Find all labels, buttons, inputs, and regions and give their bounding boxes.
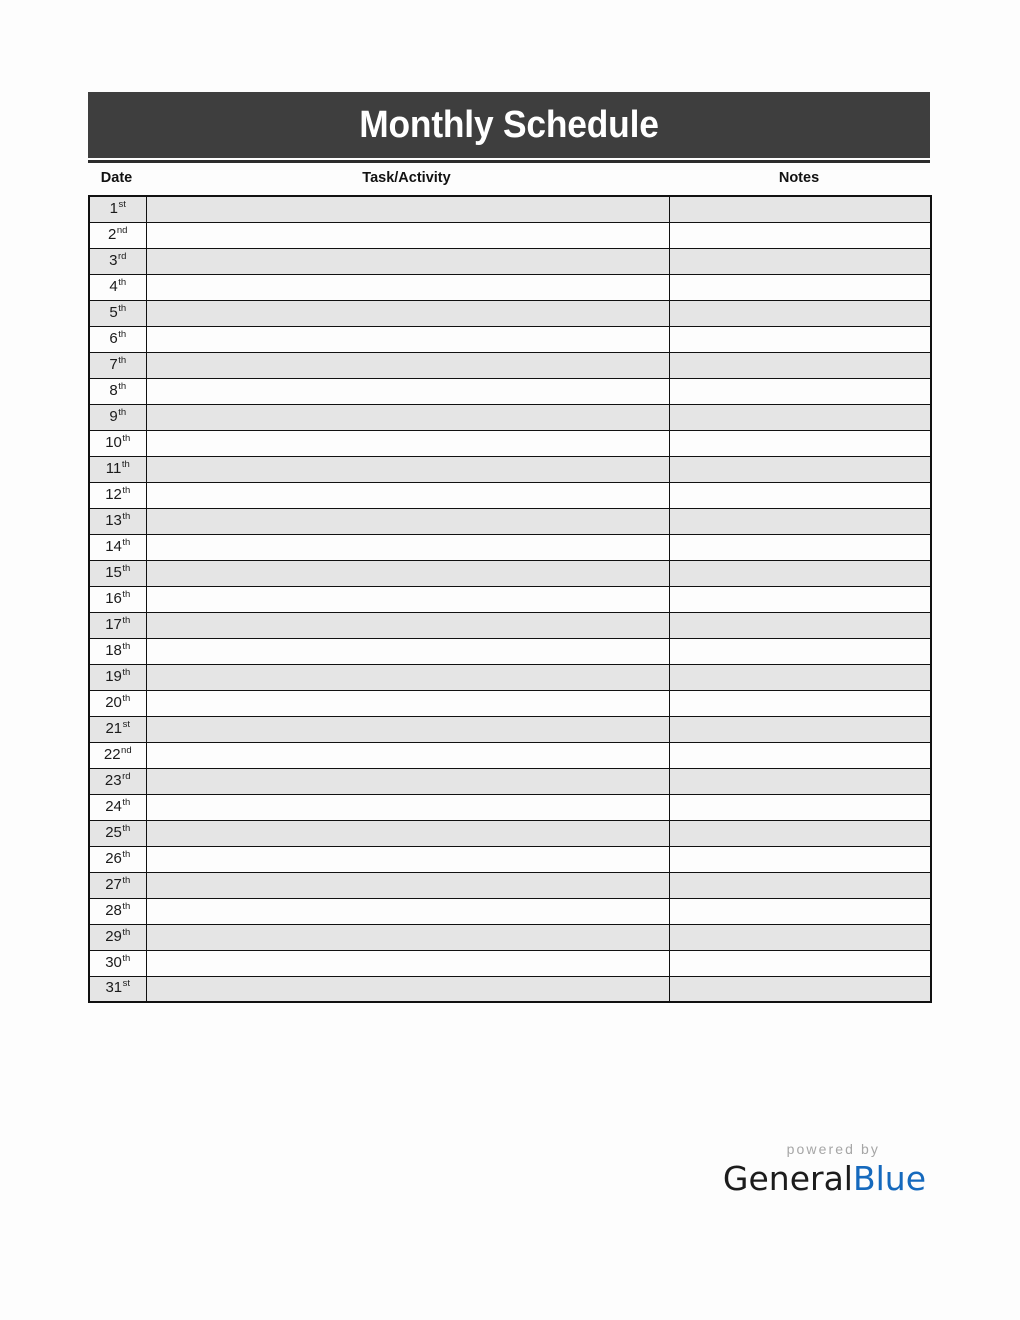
date-number: 4: [109, 277, 118, 295]
date-number: 13: [105, 511, 122, 529]
task-activity-cell[interactable]: [146, 846, 669, 872]
task-activity-cell[interactable]: [146, 248, 669, 274]
notes-cell[interactable]: [669, 196, 931, 222]
brand-footer: [630, 1140, 930, 1198]
date-cell: [89, 482, 146, 508]
table-row: [89, 560, 931, 586]
task-activity-cell[interactable]: [146, 404, 669, 430]
notes-cell[interactable]: [669, 482, 931, 508]
task-activity-cell[interactable]: [146, 690, 669, 716]
title-underline-rule: [88, 160, 930, 163]
task-activity-cell[interactable]: [146, 638, 669, 664]
table-row: [89, 300, 931, 326]
notes-cell[interactable]: [669, 300, 931, 326]
powered-by-label: powered by: [786, 1141, 880, 1157]
date-cell: [89, 586, 146, 612]
task-activity-cell[interactable]: [146, 742, 669, 768]
schedule-table-body: [89, 196, 931, 1002]
date-ordinal-suffix: st: [122, 978, 131, 990]
notes-cell[interactable]: [669, 378, 931, 404]
table-row: [89, 716, 931, 742]
date-number: 23: [104, 771, 122, 789]
date-number: 20: [105, 693, 122, 711]
date-ordinal-suffix: th: [122, 952, 131, 964]
table-row: [89, 742, 931, 768]
date-cell: [89, 404, 146, 430]
task-activity-cell[interactable]: [146, 664, 669, 690]
table-row: [89, 222, 931, 248]
date-ordinal-suffix: th: [118, 276, 127, 288]
date-ordinal-suffix: th: [122, 562, 131, 574]
notes-cell[interactable]: [669, 560, 931, 586]
task-activity-cell[interactable]: [146, 898, 669, 924]
table-row: [89, 924, 931, 950]
date-number: 16: [105, 589, 122, 607]
date-number: 24: [105, 797, 122, 815]
table-row: [89, 794, 931, 820]
notes-cell[interactable]: [669, 976, 931, 1002]
task-activity-cell[interactable]: [146, 508, 669, 534]
date-cell: [89, 950, 146, 976]
date-number: 18: [105, 641, 122, 659]
date-ordinal-suffix: th: [122, 900, 131, 912]
date-ordinal-suffix: th: [122, 822, 131, 834]
task-activity-cell[interactable]: [146, 560, 669, 586]
table-row: [89, 898, 931, 924]
table-row: [89, 690, 931, 716]
date-cell: [89, 742, 146, 768]
date-number: 9: [109, 407, 118, 425]
table-row: [89, 326, 931, 352]
task-activity-cell[interactable]: [146, 820, 669, 846]
task-activity-cell[interactable]: [146, 300, 669, 326]
date-ordinal-suffix: nd: [121, 744, 132, 756]
notes-cell[interactable]: [669, 794, 931, 820]
date-ordinal-suffix: st: [118, 198, 126, 210]
task-activity-cell[interactable]: [146, 430, 669, 456]
date-number: 22: [103, 745, 121, 763]
table-row: [89, 976, 931, 1002]
table-row: [89, 846, 931, 872]
notes-cell[interactable]: [669, 222, 931, 248]
date-number: 1: [109, 199, 118, 217]
date-number: 26: [105, 849, 122, 867]
notes-cell[interactable]: [669, 950, 931, 976]
notes-cell[interactable]: [669, 404, 931, 430]
notes-cell[interactable]: [669, 274, 931, 300]
task-activity-cell[interactable]: [146, 326, 669, 352]
date-ordinal-suffix: th: [122, 874, 131, 886]
date-cell: [89, 638, 146, 664]
date-cell: [89, 430, 146, 456]
date-cell: [89, 820, 146, 846]
date-number: 12: [105, 485, 122, 503]
date-cell: [89, 768, 146, 794]
date-number: 31: [105, 979, 123, 997]
date-ordinal-suffix: st: [122, 718, 131, 730]
date-number: 29: [105, 927, 122, 945]
task-activity-cell[interactable]: [146, 274, 669, 300]
notes-cell[interactable]: [669, 846, 931, 872]
date-cell: [89, 716, 146, 742]
task-activity-cell[interactable]: [146, 534, 669, 560]
notes-cell[interactable]: [669, 872, 931, 898]
date-ordinal-suffix: th: [122, 536, 131, 548]
brand-name-blue: Blue: [852, 1159, 926, 1198]
date-ordinal-suffix: th: [122, 640, 131, 652]
column-header-row: [88, 168, 930, 195]
table-row: [89, 820, 931, 846]
date-ordinal-suffix: th: [122, 848, 131, 860]
table-row: [89, 456, 931, 482]
table-row: [89, 378, 931, 404]
date-number: 6: [109, 329, 118, 347]
table-row: [89, 352, 931, 378]
date-ordinal-suffix: th: [118, 380, 127, 392]
table-row: [89, 404, 931, 430]
document-title-bar: [88, 92, 930, 158]
task-activity-cell[interactable]: [146, 586, 669, 612]
table-row: [89, 664, 931, 690]
table-row: [89, 482, 931, 508]
date-ordinal-suffix: th: [118, 406, 127, 418]
date-cell: [89, 976, 146, 1002]
table-row: [89, 872, 931, 898]
task-activity-cell[interactable]: [146, 716, 669, 742]
date-number: 8: [109, 381, 118, 399]
task-activity-cell[interactable]: [146, 950, 669, 976]
date-cell: [89, 326, 146, 352]
date-ordinal-suffix: th: [118, 328, 127, 340]
notes-cell[interactable]: [669, 690, 931, 716]
notes-cell[interactable]: [669, 638, 931, 664]
notes-cell[interactable]: [669, 430, 931, 456]
date-number: 15: [105, 563, 122, 581]
date-cell: [89, 872, 146, 898]
date-ordinal-suffix: th: [122, 484, 131, 496]
date-cell: [89, 248, 146, 274]
date-number: 14: [105, 537, 122, 555]
notes-cell[interactable]: [669, 456, 931, 482]
date-ordinal-suffix: rd: [122, 770, 131, 782]
table-row: [89, 248, 931, 274]
date-number: 25: [105, 823, 122, 841]
notes-cell[interactable]: [669, 586, 931, 612]
date-ordinal-suffix: rd: [117, 250, 127, 262]
date-number: 19: [105, 667, 122, 685]
date-cell: [89, 560, 146, 586]
task-activity-cell[interactable]: [146, 352, 669, 378]
date-cell: [89, 196, 146, 222]
generalblue-logo: [630, 1160, 926, 1198]
table-row: [89, 612, 931, 638]
notes-cell[interactable]: [669, 742, 931, 768]
task-activity-cell[interactable]: [146, 768, 669, 794]
notes-cell[interactable]: [669, 716, 931, 742]
brand-name-general: General: [722, 1159, 853, 1198]
date-number: 5: [109, 303, 118, 321]
table-row: [89, 638, 931, 664]
date-cell: [89, 534, 146, 560]
table-row: [89, 196, 931, 222]
notes-cell[interactable]: [669, 664, 931, 690]
notes-cell[interactable]: [669, 508, 931, 534]
table-row: [89, 768, 931, 794]
date-ordinal-suffix: th: [118, 302, 127, 314]
date-cell: [89, 352, 146, 378]
task-activity-cell[interactable]: [146, 794, 669, 820]
table-row: [89, 534, 931, 560]
column-header-task: Task/Activity: [362, 170, 451, 186]
notes-cell[interactable]: [669, 326, 931, 352]
notes-cell[interactable]: [669, 898, 931, 924]
date-ordinal-suffix: th: [118, 354, 127, 366]
task-activity-cell[interactable]: [146, 482, 669, 508]
date-number: 21: [105, 719, 123, 737]
page-title: Monthly Schedule: [359, 104, 659, 146]
monthly-schedule-table: [88, 195, 932, 1003]
date-ordinal-suffix: th: [122, 588, 131, 600]
notes-cell[interactable]: [669, 534, 931, 560]
notes-cell[interactable]: [669, 924, 931, 950]
date-ordinal-suffix: th: [122, 510, 131, 522]
task-activity-cell[interactable]: [146, 924, 669, 950]
date-number: 11: [105, 459, 122, 477]
date-number: 2: [108, 225, 117, 243]
date-cell: [89, 508, 146, 534]
date-cell: [89, 846, 146, 872]
notes-cell[interactable]: [669, 612, 931, 638]
column-header-notes: Notes: [778, 170, 820, 186]
column-header-date: Date: [100, 170, 133, 186]
date-number: 3: [109, 251, 118, 269]
date-ordinal-suffix: th: [122, 666, 131, 678]
date-ordinal-suffix: th: [122, 692, 131, 704]
date-number: 10: [105, 433, 122, 451]
date-number: 7: [109, 355, 118, 373]
date-ordinal-suffix: nd: [116, 224, 128, 236]
task-activity-cell[interactable]: [146, 456, 669, 482]
table-row: [89, 950, 931, 976]
date-ordinal-suffix: th: [122, 796, 131, 808]
date-ordinal-suffix: th: [122, 926, 131, 938]
notes-cell[interactable]: [669, 768, 931, 794]
date-number: 30: [105, 953, 122, 971]
task-activity-cell[interactable]: [146, 976, 669, 1002]
date-number: 27: [105, 875, 122, 893]
date-cell: [89, 378, 146, 404]
date-cell: [89, 222, 146, 248]
notes-cell[interactable]: [669, 352, 931, 378]
date-cell: [89, 300, 146, 326]
date-number: 17: [105, 615, 122, 633]
task-activity-cell[interactable]: [146, 222, 669, 248]
date-cell: [89, 924, 146, 950]
table-row: [89, 430, 931, 456]
date-cell: [89, 456, 146, 482]
date-ordinal-suffix: th: [122, 614, 131, 626]
task-activity-cell[interactable]: [146, 196, 669, 222]
task-activity-cell[interactable]: [146, 612, 669, 638]
date-cell: [89, 274, 146, 300]
task-activity-cell[interactable]: [146, 378, 669, 404]
date-cell: [89, 690, 146, 716]
table-row: [89, 586, 931, 612]
date-cell: [89, 898, 146, 924]
date-number: 28: [105, 901, 122, 919]
date-cell: [89, 664, 146, 690]
date-ordinal-suffix: th: [121, 458, 130, 470]
notes-cell[interactable]: [669, 820, 931, 846]
task-activity-cell[interactable]: [146, 872, 669, 898]
date-ordinal-suffix: th: [122, 432, 131, 444]
table-row: [89, 508, 931, 534]
date-cell: [89, 794, 146, 820]
table-row: [89, 274, 931, 300]
date-cell: [89, 612, 146, 638]
notes-cell[interactable]: [669, 248, 931, 274]
